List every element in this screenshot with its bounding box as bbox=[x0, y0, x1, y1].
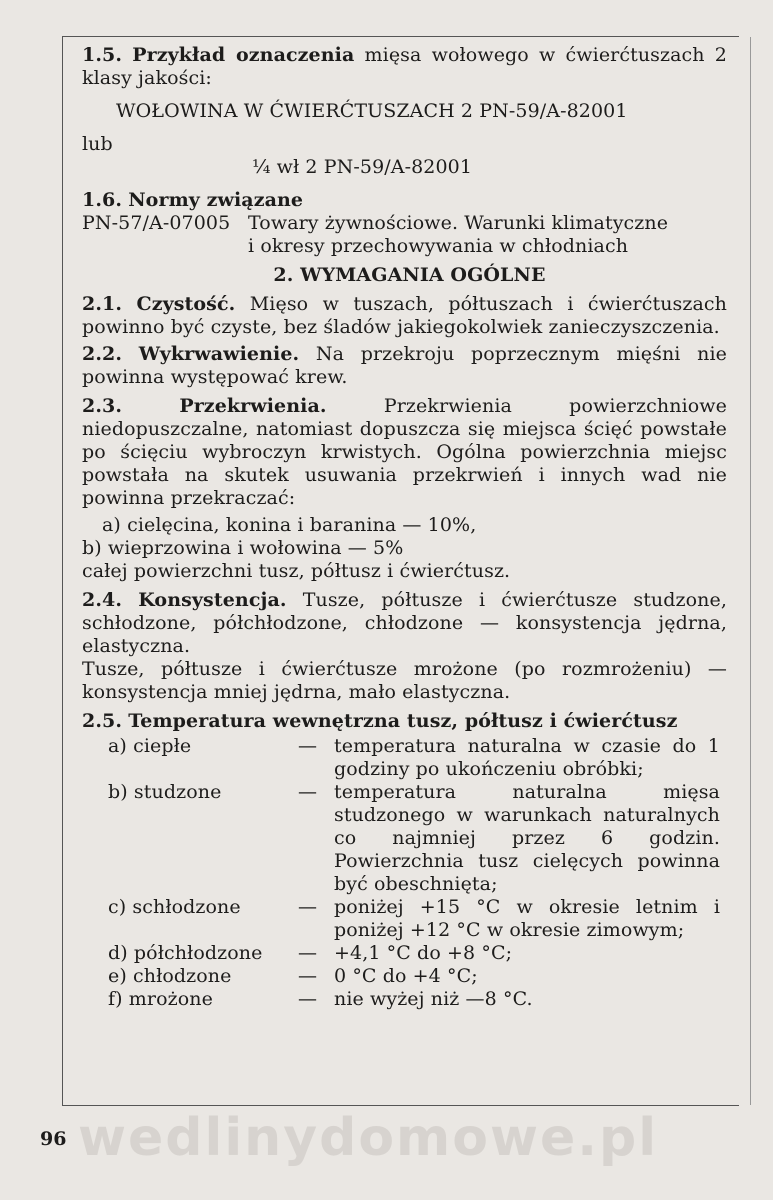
designation-line: WOŁOWINA W ĆWIERĆTUSZACH 2 PN-59/A-82001 bbox=[116, 100, 628, 122]
table-row bbox=[108, 896, 720, 942]
row-description: temperatura naturalna mięsa studzonego w warunkach naturalnych co najmniej przez 6 godzin. Powierzchnia tusz cielęcych powinna być obeschnięta; bbox=[334, 781, 720, 895]
section-2-4-text2: Tusze, półtusze i ćwierćtusze mrożone (po rozmrożeniu) — konsystencja mniej jędrna, mało elastyczna. bbox=[82, 658, 727, 703]
section-heading: Temperatura wewnętrzna tusz, półtusz i ćwierćtusz bbox=[128, 710, 678, 732]
row-description: 0 °C do +4 °C; bbox=[334, 965, 478, 987]
section-1-6 bbox=[82, 189, 727, 212]
row-label: c) schłodzone bbox=[108, 896, 241, 918]
standard-code: PN-57/A-07005 bbox=[82, 212, 231, 234]
table-row bbox=[108, 735, 720, 781]
section-number: 2.5. bbox=[82, 710, 123, 732]
section-heading: Wykrwawienie. bbox=[138, 343, 300, 365]
or-word: lub bbox=[82, 133, 113, 155]
row-dash: — bbox=[298, 965, 318, 987]
section-2-4 bbox=[82, 589, 727, 658]
row-description: poniżej +15 °C w okresie letnim i poniżej +12 °C w okresie zimowym; bbox=[334, 896, 720, 941]
row-description: +4,1 °C do +8 °C; bbox=[334, 942, 513, 964]
row-label: d) półchłodzone bbox=[108, 942, 263, 964]
section-number: 2.4. bbox=[82, 589, 123, 611]
section-text: Przekrwienia powierzchniowe niedopuszczalne, natomiast dopuszcza się miejsca ścięć powstałe po ścięciu wybroczyn krwistych. Ogólna powierzchnia miejsc powstała na skutek usuwania przekrwień i innych wad nie powinna przekraczać: bbox=[82, 395, 727, 509]
table-row bbox=[108, 781, 720, 896]
table-row bbox=[108, 942, 720, 965]
row-label: e) chłodzone bbox=[108, 965, 232, 987]
row-description: nie wyżej niż —8 °C. bbox=[334, 988, 533, 1010]
section-number: 1.5. bbox=[82, 44, 123, 66]
document-body bbox=[82, 44, 727, 1011]
section-number: 1.6. bbox=[82, 189, 123, 211]
list-item-b: b) wieprzowina i wołowina — 5% bbox=[82, 537, 404, 559]
section-number: 2.1. bbox=[82, 293, 123, 315]
section-text: Na przekroju poprzecznym mięśni nie powinna występować krew. bbox=[82, 343, 727, 388]
standard-title-line2: i okresy przechowywania w chłodniach bbox=[248, 235, 629, 257]
temperature-table bbox=[108, 735, 720, 1011]
section-number: 2.2. bbox=[82, 343, 123, 365]
section-heading: Przykład oznaczenia bbox=[132, 44, 355, 66]
row-label: f) mrożone bbox=[108, 988, 213, 1010]
row-label: b) studzone bbox=[108, 781, 222, 803]
section-2-3 bbox=[82, 395, 727, 510]
section-2-1 bbox=[82, 293, 727, 339]
section-heading: Konsystencja. bbox=[138, 589, 287, 611]
page-number: 96 bbox=[40, 1128, 67, 1150]
table-row bbox=[108, 988, 720, 1011]
row-dash: — bbox=[298, 988, 318, 1010]
section-2-5 bbox=[82, 710, 727, 733]
short-designation: ¼ wł 2 PN-59/A-82001 bbox=[252, 156, 473, 178]
row-description: temperatura naturalna w czasie do 1 godziny po ukończeniu obróbki; bbox=[334, 735, 720, 780]
watermark: wedlinydomowe.pl bbox=[78, 1108, 659, 1168]
section-2-2 bbox=[82, 343, 727, 389]
row-dash: — bbox=[298, 735, 318, 757]
list-item-a: a) cielęcina, konina i baranina — 10%, bbox=[102, 514, 477, 536]
section-text: Tusze, półtusze i ćwierćtusze studzone, schłodzone, półchłodzone, chłodzone — konsystencja jędrna, elastyczna. bbox=[82, 589, 728, 657]
chapter-heading: 2. WYMAGANIA OGÓLNE bbox=[273, 264, 546, 286]
section-number: 2.3. bbox=[82, 395, 123, 417]
section-text: mięsa wołowego w ćwierćtuszach 2 klasy jakości: bbox=[82, 44, 727, 89]
related-standard bbox=[82, 212, 727, 258]
section-text: Mięso w tuszach, półtuszach i ćwierćtuszach powinno być czyste, bez śladów jakiegokolwiek zanieczyszczenia. bbox=[82, 293, 727, 338]
section-1-5 bbox=[82, 44, 727, 90]
row-dash: — bbox=[298, 942, 318, 964]
section-heading: Przekrwienia. bbox=[179, 395, 327, 417]
row-label: a) ciepłe bbox=[108, 735, 192, 757]
row-dash: — bbox=[298, 896, 318, 918]
standard-title-line1: Towary żywnościowe. Warunki klimatyczne bbox=[248, 212, 669, 234]
row-dash: — bbox=[298, 781, 318, 803]
section-heading: Normy związane bbox=[128, 189, 304, 211]
section-heading: Czystość. bbox=[136, 293, 236, 315]
section-tail: całej powierzchni tusz, półtusz i ćwierćtusz. bbox=[82, 560, 511, 582]
table-row bbox=[108, 965, 720, 988]
